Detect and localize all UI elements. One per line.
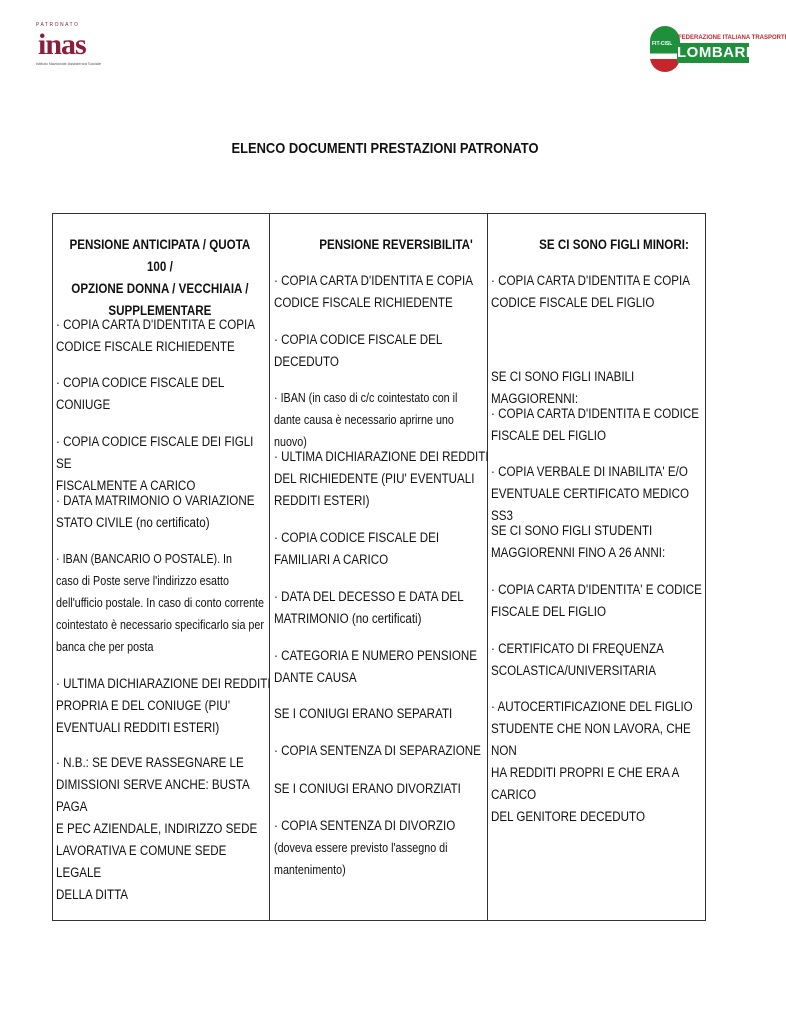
list-item [274,586,489,630]
text-line: CODICE FISCALE RICHIEDENTE [56,339,235,354]
list-item [274,387,489,453]
heading-line: PENSIONE ANTICIPATA / QUOTA 100 / [69,237,251,274]
text-line: SE CI SONO FIGLI INABILI MAGGIORENNI: [491,369,635,406]
text-line: FAMILIARI A CARICO [274,552,389,567]
text-line: E PEC AZIENDALE, INDIRIZZO SEDE [56,821,258,836]
text-line: · DATA DEL DECESSO E DATA DEL [274,589,464,604]
list-item [274,329,489,373]
column-figli [488,214,705,920]
text-line: · ULTIMA DICHIARAZIONE DEI REDDITI [274,449,489,464]
text-line: SE I CONIUGI ERANO DIVORZIATI [274,781,461,796]
text-line: DELLA DITTA [56,887,129,902]
text-line: EVENTUALI REDDITI ESTERI) [56,720,220,735]
text-line: · COPIA CODICE FISCALE DEL [56,375,225,390]
text-line: DEL GENITORE DECEDUTO [491,809,645,824]
text-line: DANTE CAUSA [274,670,357,685]
text-line: FISCALMENTE A CARICO [56,478,196,493]
text-line: STUDENTE CHE NON LAVORA, CHE NON [491,721,691,758]
list-item [491,579,706,623]
list-item [491,461,706,527]
list-item [56,431,271,497]
list-item [274,645,489,689]
text-line: DECEDUTO [274,354,339,369]
text-line: · COPIA CARTA D'IDENTITA E COPIA [56,317,255,332]
text-line: MAGGIORENNI FINO A 26 ANNI: [491,545,666,560]
fit-cisl-logo [650,24,786,74]
text-line: · COPIA CARTA D'IDENTITA E CODICE [491,406,700,421]
list-item [491,638,706,682]
list-item [491,696,706,828]
list-item [491,403,706,447]
text-line: · IBAN (BANCARIO O POSTALE). In [56,552,233,566]
text-line: CODICE FISCALE RICHIEDENTE [274,295,453,310]
text-line: REDDITI ESTERI) [274,493,370,508]
page-title: ELENCO DOCUMENTI PRESTAZIONI PATRONATO [231,140,539,157]
text-line: LAVORATIVA E COMUNE SEDE LEGALE [56,843,227,880]
list-item [274,446,489,512]
list-item [56,673,271,739]
text-line: · COPIA CARTA D'IDENTITA E COPIA [491,273,690,288]
text-line: · COPIA SENTENZA DI SEPARAZIONE [274,743,481,758]
text-line: dell'ufficio postale. In caso di conto corrente [56,596,265,610]
heading-line: OPZIONE DONNA / VECCHIAIA / [71,281,249,296]
text-line: PROPRIA E DEL CONIUGE (PIU' [56,698,231,713]
documents-table [52,213,706,921]
text-line: · N.B.: SE DEVE RASSEGNARE LE [56,755,244,770]
list-item [56,752,271,906]
logo-disc [650,26,680,72]
text-line: mantenimento) [274,863,346,877]
list-item [56,548,271,658]
inas-logo [36,22,102,72]
logo-federation: FEDERAZIONE ITALIANA TRASPORTI [678,35,786,41]
list-item [274,815,489,881]
inas-logo-top: PATRONATO [36,22,80,28]
text-line: · DATA MATRIMONIO O VARIAZIONE [56,493,255,508]
text-line: SE I CONIUGI ERANO SEPARATI [274,706,453,721]
text-line: · AUTOCERTIFICAZIONE DEL FIGLIO [491,699,693,714]
text-line: CODICE FISCALE DEL FIGLIO [491,295,655,310]
text-line: · COPIA SENTENZA DI DIVORZIO [274,818,456,833]
text-line: MATRIMONIO (no certificati) [274,611,422,626]
text-line: · CERTIFICATO DI FREQUENZA [491,641,664,656]
text-line: · COPIA CODICE FISCALE DEI [274,530,440,545]
text-line: banca che per posta [56,640,154,654]
text-line: · COPIA CARTA D'IDENTITA' E CODICE [491,582,702,597]
text-line: SE CI SONO FIGLI STUDENTI [491,523,653,538]
column-heading: SE CI SONO FIGLI MINORI: [539,237,689,252]
section-label [274,778,489,800]
inas-logo-mark: inas [38,28,86,61]
text-line: DIMISSIONI SERVE ANCHE: BUSTA PAGA [56,777,250,814]
text-line: · COPIA CODICE FISCALE DEI FIGLI SE [56,434,254,471]
column-pensione-anticipata [53,214,270,920]
text-line: · ULTIMA DICHIARAZIONE DEI REDDITI [56,676,271,691]
text-line: EVENTUALE CERTIFICATO MEDICO SS3 [491,486,690,523]
list-item [56,314,271,358]
list-item [56,490,271,534]
text-line: cointestato è necessario specificarlo sia per [56,618,264,632]
text-line: · COPIA VERBALE DI INABILITA' E/O [491,464,688,479]
text-line: CONIUGE [56,397,111,412]
text-line: FISCALE DEL FIGLIO [491,428,607,443]
column-pensione-reversibilita [270,214,488,920]
list-item [274,270,489,314]
text-line: · COPIA CARTA D'IDENTITA E COPIA [274,273,473,288]
text-line: · CATEGORIA E NUMERO PENSIONE [274,648,478,663]
text-line: (doveva essere previsto l'assegno di [274,841,448,855]
list-item [56,372,271,416]
text-line: · IBAN (in caso di c/c cointestato con il [274,391,458,405]
text-line: dante causa è necessario aprirne uno nuovo) [274,413,454,449]
heading-line: SUPPLEMENTARE [108,303,212,318]
logo-region: LOMBARDIA [677,44,774,61]
inas-logo-tagline: Istituto Nazionale Assistenza Sociale [36,61,102,66]
text-line: HA REDDITI PROPRI E CHE ERA A CARICO [491,765,679,802]
text-line: · COPIA CODICE FISCALE DEL [274,332,443,347]
section-label [274,703,489,725]
text-line: FISCALE DEL FIGLIO [491,604,607,619]
column-heading: PENSIONE REVERSIBILITA' [319,237,473,252]
logo-badge: FIT-CISL [652,41,673,47]
column-heading [67,234,253,322]
text-line: SCOLASTICA/UNIVERSITARIA [491,663,656,678]
list-item [274,527,489,571]
text-line: caso di Poste serve l'indirizzo esatto [56,574,229,588]
text-line: STATO CIVILE (no certificato) [56,515,210,530]
section-label [491,520,706,564]
list-item [274,740,489,762]
list-item [491,270,706,314]
text-line: DEL RICHIEDENTE (PIU' EVENTUALI [274,471,475,486]
